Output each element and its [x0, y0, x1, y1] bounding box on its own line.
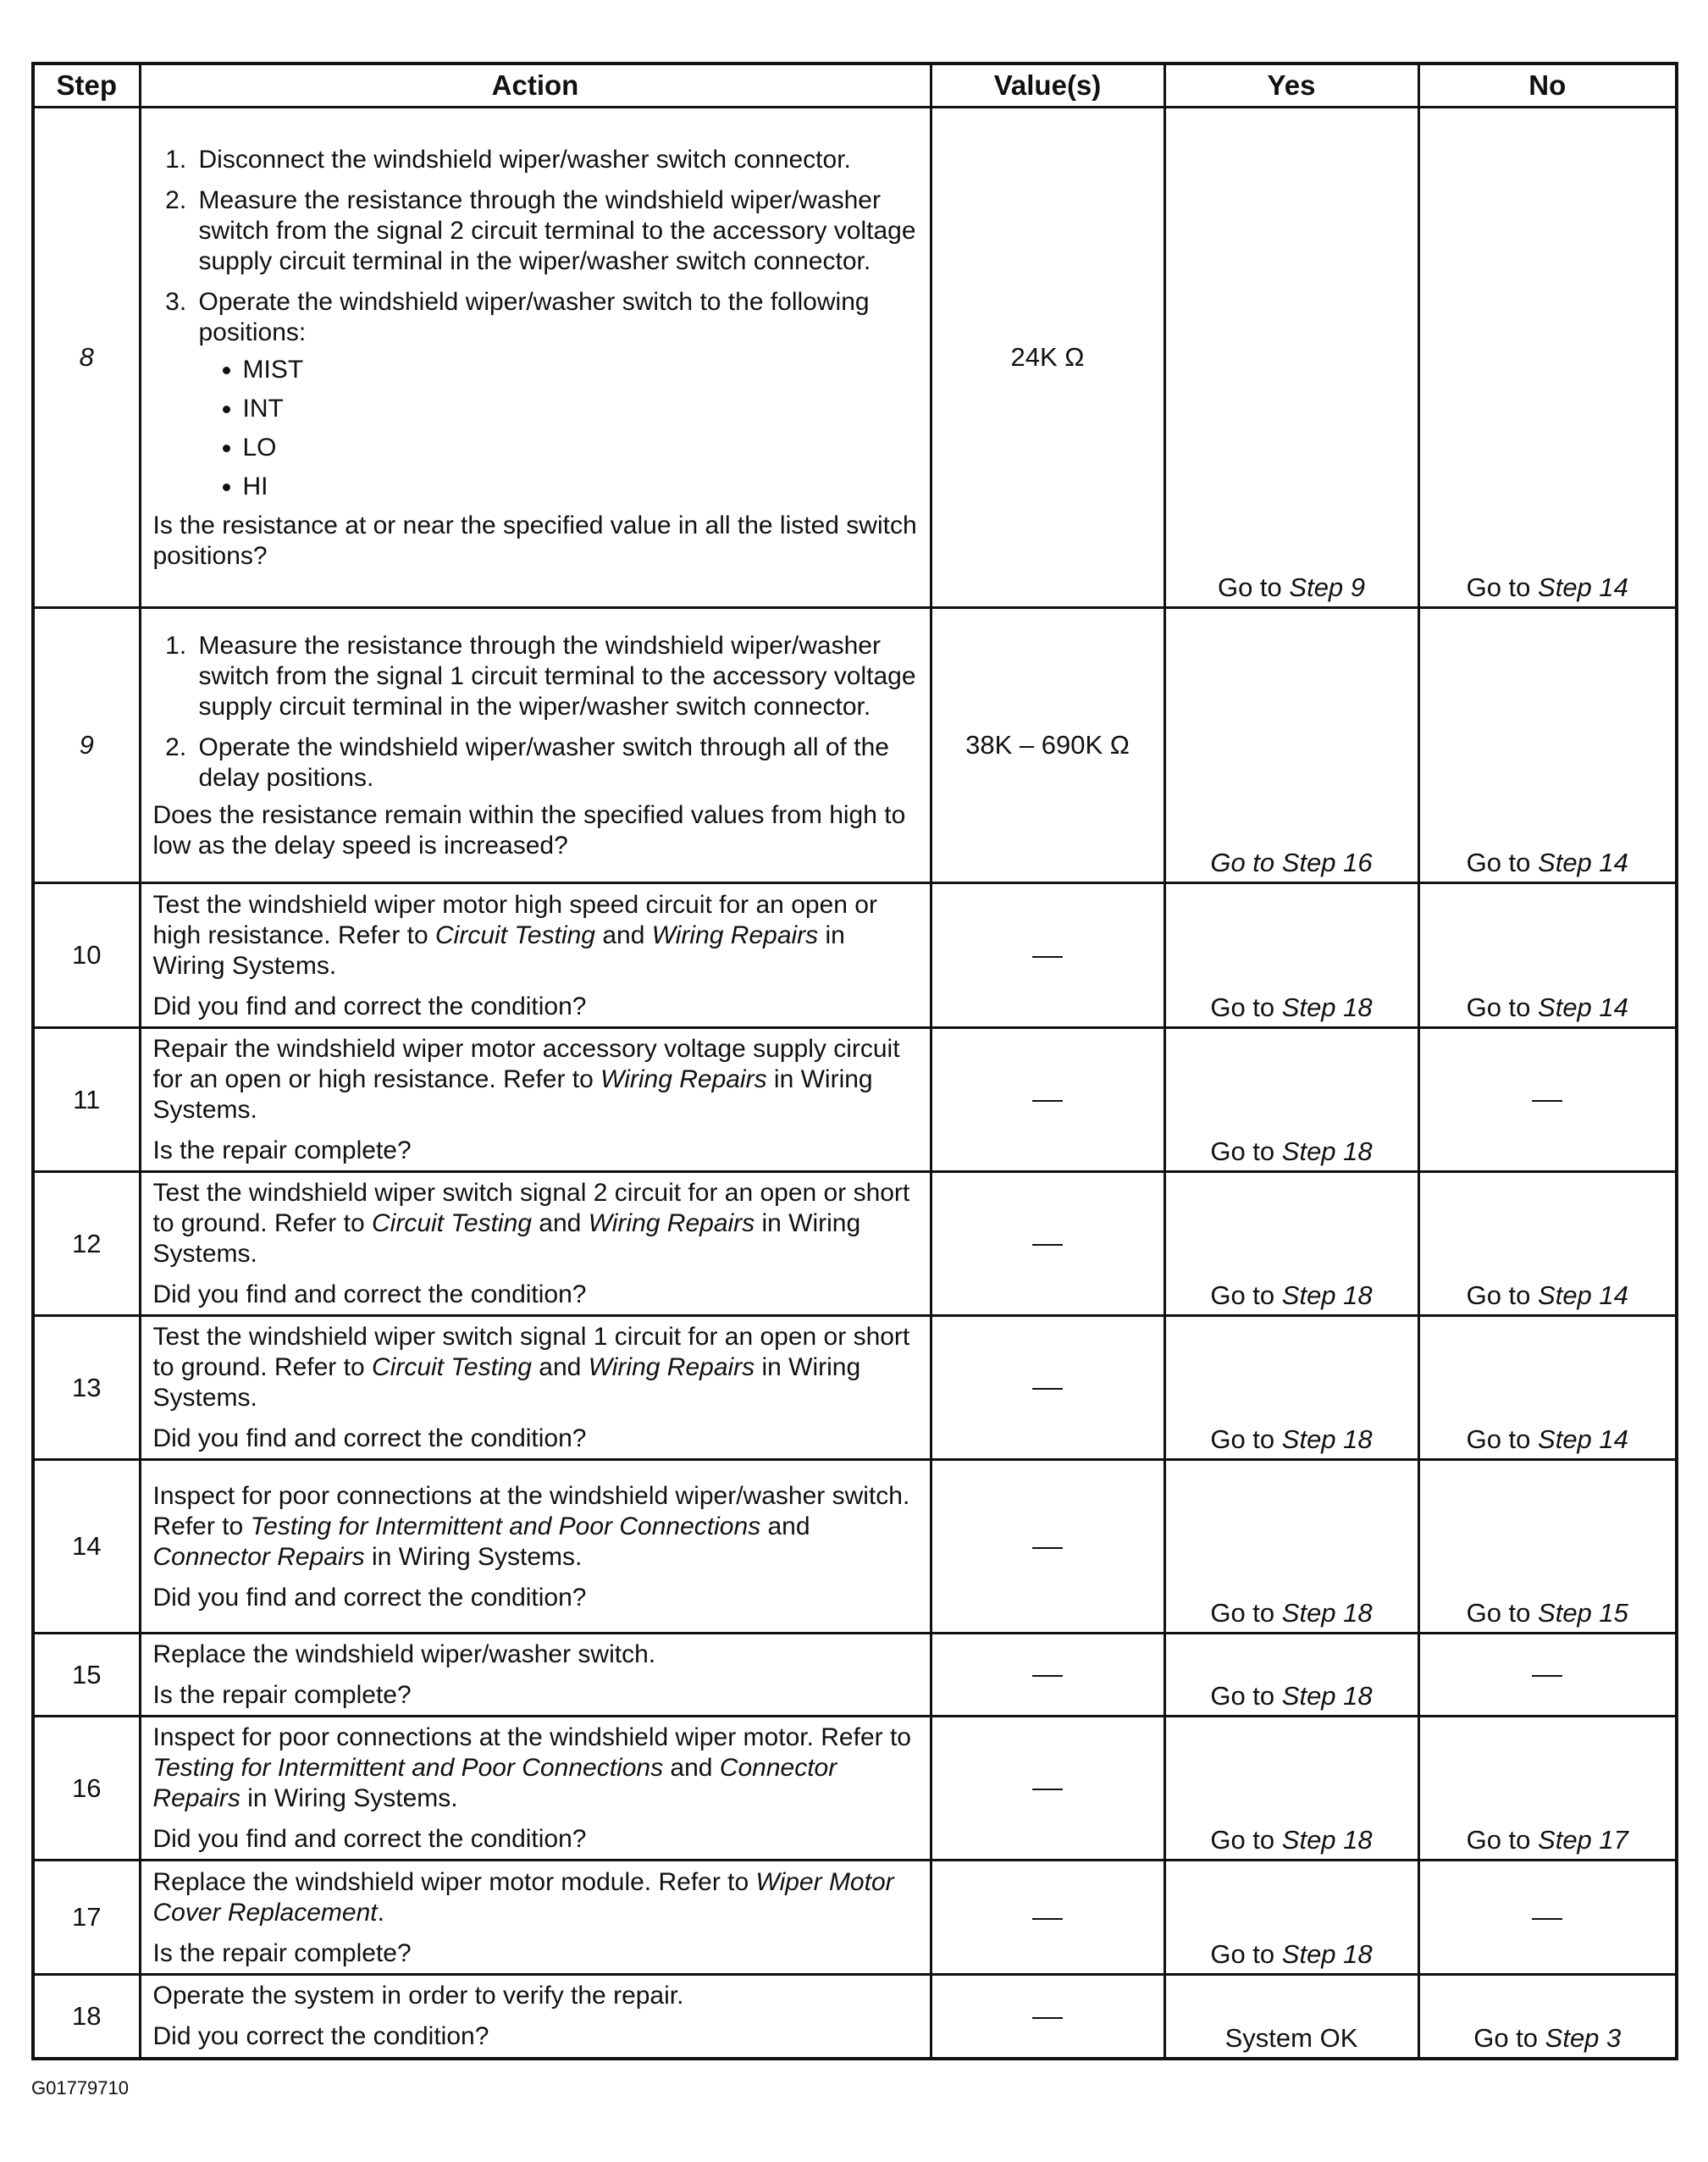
list-item: 2. Operate the windshield wiper/washer switch through all of the delay positions. [194, 733, 921, 793]
table-row [33, 1861, 1677, 1975]
action-cell [140, 608, 931, 883]
list-item: 2. Measure the resistance through the windshield wiper/washer switch from the signal 2 circuit terminal to the accessory voltage supply circuit terminal in the wiper/washer switch connector. [194, 185, 921, 277]
yes-cell [1164, 1316, 1418, 1460]
empty-value-dash [1532, 1918, 1562, 1920]
no-prefix: Go to [1473, 2022, 1545, 2053]
yes-step-link[interactable]: Step 18 [1281, 1136, 1373, 1166]
diagnostic-table [31, 62, 1678, 2060]
empty-value-dash [1032, 1100, 1063, 1102]
action-cell [140, 1975, 931, 2059]
yes-prefix: Go to [1210, 1681, 1282, 1711]
step-number: 8 [33, 108, 140, 608]
no-prefix: Go to [1466, 1280, 1539, 1310]
yes-step-link[interactable]: Step 18 [1281, 1598, 1373, 1628]
table-row [33, 1028, 1677, 1172]
empty-value-dash [1032, 1789, 1063, 1790]
action-text-part: in Wiring Systems. [240, 1784, 458, 1812]
action-text-part: and [531, 1353, 589, 1381]
no-prefix: Go to [1466, 1598, 1539, 1628]
action-question: Is the resistance at or near the specified value in all the listed switch positions? [152, 511, 917, 570]
step-number: 11 [33, 1028, 140, 1172]
empty-value-dash [1032, 1547, 1063, 1549]
yes-prefix: Go to [1217, 572, 1290, 602]
no-cell [1418, 1028, 1677, 1172]
reference-link[interactable]: Wiper Motor Cover Replacement [152, 1867, 894, 1927]
action-question: Does the resistance remain within the specified values from high to low as the delay speed is increased? [152, 800, 906, 860]
action-question: Did you find and correct the condition? [152, 1280, 587, 1308]
yes-cell [1164, 883, 1418, 1028]
action-cell [140, 108, 931, 608]
yes-step-link[interactable]: Step 18 [1281, 1280, 1373, 1310]
empty-value-dash [1032, 1918, 1063, 1920]
no-prefix: Go to [1466, 993, 1539, 1022]
no-step-link[interactable]: Step 14 [1538, 1280, 1628, 1310]
reference-link[interactable]: Wiring Repairs [600, 1065, 767, 1093]
action-text-part: and [663, 1754, 720, 1782]
no-prefix: Go to [1466, 572, 1539, 602]
action-text-part: in Wiring Systems. [152, 1065, 873, 1124]
no-cell [1418, 1975, 1677, 2059]
no-cell [1418, 108, 1677, 608]
empty-value-dash [1032, 1244, 1063, 1246]
list-item: • LO [243, 433, 921, 463]
action-cell [140, 1634, 931, 1717]
value-cell: 38K – 690K Ω [931, 608, 1164, 883]
table-row [33, 883, 1677, 1028]
action-text [153, 1722, 921, 1814]
action-question: Did you find and correct the condition? [152, 1424, 587, 1452]
empty-value-dash [1532, 1675, 1562, 1677]
action-cell [140, 1316, 931, 1460]
yes-prefix: Go to [1210, 1939, 1282, 1969]
no-cell [1418, 1634, 1677, 1717]
action-cell [140, 883, 931, 1028]
action-cell [140, 1028, 931, 1172]
action-question: Did you find and correct the condition? [152, 1825, 587, 1853]
action-text [153, 1178, 921, 1269]
reference-link[interactable]: Wiring Repairs [651, 921, 819, 949]
action-text [153, 1481, 921, 1573]
value-cell [931, 1975, 1164, 2059]
reference-link[interactable]: Wiring Repairs [588, 1353, 755, 1381]
action-text-part: Test the windshield wiper switch signal 1 circuit for an open or short to ground. Refer to [152, 1323, 910, 1381]
step-number: 13 [33, 1316, 140, 1460]
reference-link[interactable]: Circuit Testing [372, 1209, 532, 1237]
value-cell [931, 1634, 1164, 1717]
action-text: Operate the system in order to verify the repair. [152, 1982, 684, 2010]
no-step-link[interactable]: Step 14 [1538, 1424, 1628, 1454]
yes-step-link[interactable]: Step 18 [1281, 993, 1373, 1022]
yes-step-link[interactable]: Step 18 [1281, 1424, 1373, 1454]
yes-prefix: Go to [1210, 1598, 1282, 1628]
action-text-part: Inspect for poor connections at the windshield wiper motor. Refer to [152, 1723, 911, 1751]
value-cell: 24K Ω [931, 108, 1164, 608]
header-step: Step [33, 64, 140, 108]
header-action: Action [140, 64, 931, 108]
yes-prefix: Go to [1210, 848, 1282, 877]
action-text-part: in Wiring Systems. [152, 1209, 861, 1268]
action-text-part: Repair the windshield wiper motor accessory voltage supply circuit for an open or high resistance. Refer to [152, 1035, 900, 1093]
table-row [33, 1316, 1677, 1460]
action-text-part: and [594, 921, 652, 949]
list-item: 1. Disconnect the windshield wiper/washer switch connector. [194, 145, 921, 175]
action-text [153, 1034, 921, 1125]
yes-cell [1164, 1460, 1418, 1634]
action-text-part: . [377, 1898, 384, 1927]
reference-link[interactable]: Testing for Intermittent and Poor Connections [250, 1512, 761, 1540]
step-number: 16 [33, 1717, 140, 1861]
action-steps-list [153, 631, 921, 793]
action-question: Did you correct the condition? [152, 2022, 489, 2051]
yes-cell [1164, 1172, 1418, 1316]
action-text-part: in Wiring Systems. [152, 1353, 861, 1412]
yes-step-link[interactable]: Step 16 [1281, 848, 1373, 877]
yes-prefix: Go to [1210, 1424, 1282, 1454]
action-text-part: and [760, 1512, 810, 1540]
list-item: • HI [243, 472, 921, 502]
step-number: 9 [33, 608, 140, 883]
list-item: • MIST [243, 355, 921, 385]
header-no: No [1418, 64, 1677, 108]
no-prefix: Go to [1466, 1424, 1539, 1454]
yes-cell [1164, 608, 1418, 883]
list-item [194, 287, 921, 502]
table-header-row [33, 64, 1677, 108]
empty-value-dash [1032, 1388, 1063, 1390]
yes-cell [1164, 108, 1418, 608]
step-number: 12 [33, 1172, 140, 1316]
table-row [33, 1172, 1677, 1316]
value-cell [931, 883, 1164, 1028]
table-row [33, 1634, 1677, 1717]
no-step-link[interactable]: Step 14 [1538, 993, 1628, 1022]
action-text-part: in Wiring Systems. [364, 1542, 583, 1571]
yes-cell [1164, 1717, 1418, 1861]
empty-value-dash [1032, 1675, 1063, 1677]
value-cell [931, 1172, 1164, 1316]
no-step-link[interactable]: Step 14 [1538, 848, 1628, 877]
empty-value-dash [1032, 956, 1063, 958]
diagnostic-table-container [31, 62, 1675, 2060]
yes-cell: System OK [1164, 1975, 1418, 2059]
action-question: Is the repair complete? [152, 1938, 412, 1967]
action-question: Did you find and correct the condition? [152, 992, 587, 1020]
no-cell [1418, 883, 1677, 1028]
no-cell [1418, 1316, 1677, 1460]
yes-step-link[interactable]: Step 9 [1289, 572, 1366, 602]
reference-link[interactable]: Connector Repairs [152, 1754, 837, 1812]
action-text [153, 890, 921, 981]
action-text: Replace the windshield wiper/washer switch. [152, 1640, 656, 1668]
yes-prefix: Go to [1210, 993, 1282, 1022]
reference-link[interactable]: Circuit Testing [372, 1353, 532, 1381]
no-step-link[interactable]: Step 14 [1538, 572, 1628, 602]
action-text [153, 1322, 921, 1413]
no-prefix: Go to [1466, 848, 1539, 877]
action-text-part: and [531, 1209, 589, 1237]
value-cell [931, 1028, 1164, 1172]
list-item-text: Operate the windshield wiper/washer switch to the following positions: [198, 287, 870, 346]
table-row [33, 1717, 1677, 1861]
list-item: 1. Measure the resistance through the windshield wiper/washer switch from the signal 1 circuit terminal to the accessory voltage supply circuit terminal in the wiper/washer switch connector. [194, 631, 921, 722]
step-number: 15 [33, 1634, 140, 1717]
table-row [33, 1975, 1677, 2059]
step-number: 17 [33, 1861, 140, 1975]
action-cell [140, 1172, 931, 1316]
action-text-part: Test the windshield wiper motor high speed circuit for an open or high resistance. Refer to [152, 890, 877, 949]
action-text-part: Test the windshield wiper switch signal 2 circuit for an open or short to ground. Refer to [152, 1179, 910, 1237]
list-item: • INT [243, 394, 921, 424]
value-cell [931, 1460, 1164, 1634]
reference-link[interactable]: Connector Repairs [152, 1542, 365, 1571]
no-prefix: Go to [1466, 1825, 1539, 1855]
no-cell [1418, 1172, 1677, 1316]
value-cell [931, 1316, 1164, 1460]
yes-step-link[interactable]: Step 18 [1281, 1825, 1373, 1855]
action-question: Did you find and correct the condition? [152, 1583, 587, 1612]
no-cell [1418, 1861, 1677, 1975]
header-values: Value(s) [931, 64, 1164, 108]
yes-prefix: Go to [1210, 1280, 1282, 1310]
step-number: 18 [33, 1975, 140, 2059]
action-question: Is the repair complete? [152, 1136, 412, 1164]
reference-link[interactable]: Wiring Repairs [588, 1209, 755, 1237]
action-question: Is the repair complete? [152, 1681, 412, 1709]
no-cell [1418, 1460, 1677, 1634]
action-text-part: in Wiring Systems. [152, 921, 845, 980]
yes-prefix: Go to [1210, 1136, 1282, 1166]
figure-id-label: G01779710 [31, 2077, 129, 2098]
table-row [33, 608, 1677, 883]
no-step-link[interactable]: Step 17 [1538, 1825, 1628, 1855]
yes-step-link[interactable]: Step 18 [1281, 1681, 1373, 1711]
action-cell [140, 1861, 931, 1975]
no-step-link[interactable]: Step 3 [1545, 2022, 1622, 2053]
no-cell [1418, 608, 1677, 883]
value-cell [931, 1861, 1164, 1975]
table-row [33, 108, 1677, 608]
action-text-part: Replace the windshield wiper motor module. Refer to [152, 1867, 756, 1896]
empty-value-dash [1032, 2017, 1063, 2019]
step-number: 14 [33, 1460, 140, 1634]
table-row [33, 1460, 1677, 1634]
action-cell [140, 1717, 931, 1861]
action-text-part: Inspect for poor connections at the windshield wiper/washer switch. Refer to [152, 1481, 910, 1540]
yes-cell [1164, 1634, 1418, 1717]
action-cell [140, 1460, 931, 1634]
action-text [153, 1867, 921, 1928]
action-steps-list [153, 145, 921, 502]
reference-link[interactable]: Circuit Testing [435, 921, 595, 949]
value-cell [931, 1717, 1164, 1861]
empty-value-dash [1532, 1100, 1562, 1102]
no-cell [1418, 1717, 1677, 1861]
no-step-link[interactable]: Step 15 [1538, 1598, 1628, 1628]
step-number: 10 [33, 883, 140, 1028]
header-yes: Yes [1164, 64, 1418, 108]
reference-link[interactable]: Testing for Intermittent and Poor Connections [152, 1754, 664, 1782]
yes-cell [1164, 1861, 1418, 1975]
yes-prefix: Go to [1210, 1825, 1282, 1855]
yes-step-link[interactable]: Step 18 [1281, 1939, 1373, 1969]
switch-positions-list [199, 355, 921, 502]
yes-cell [1164, 1028, 1418, 1172]
